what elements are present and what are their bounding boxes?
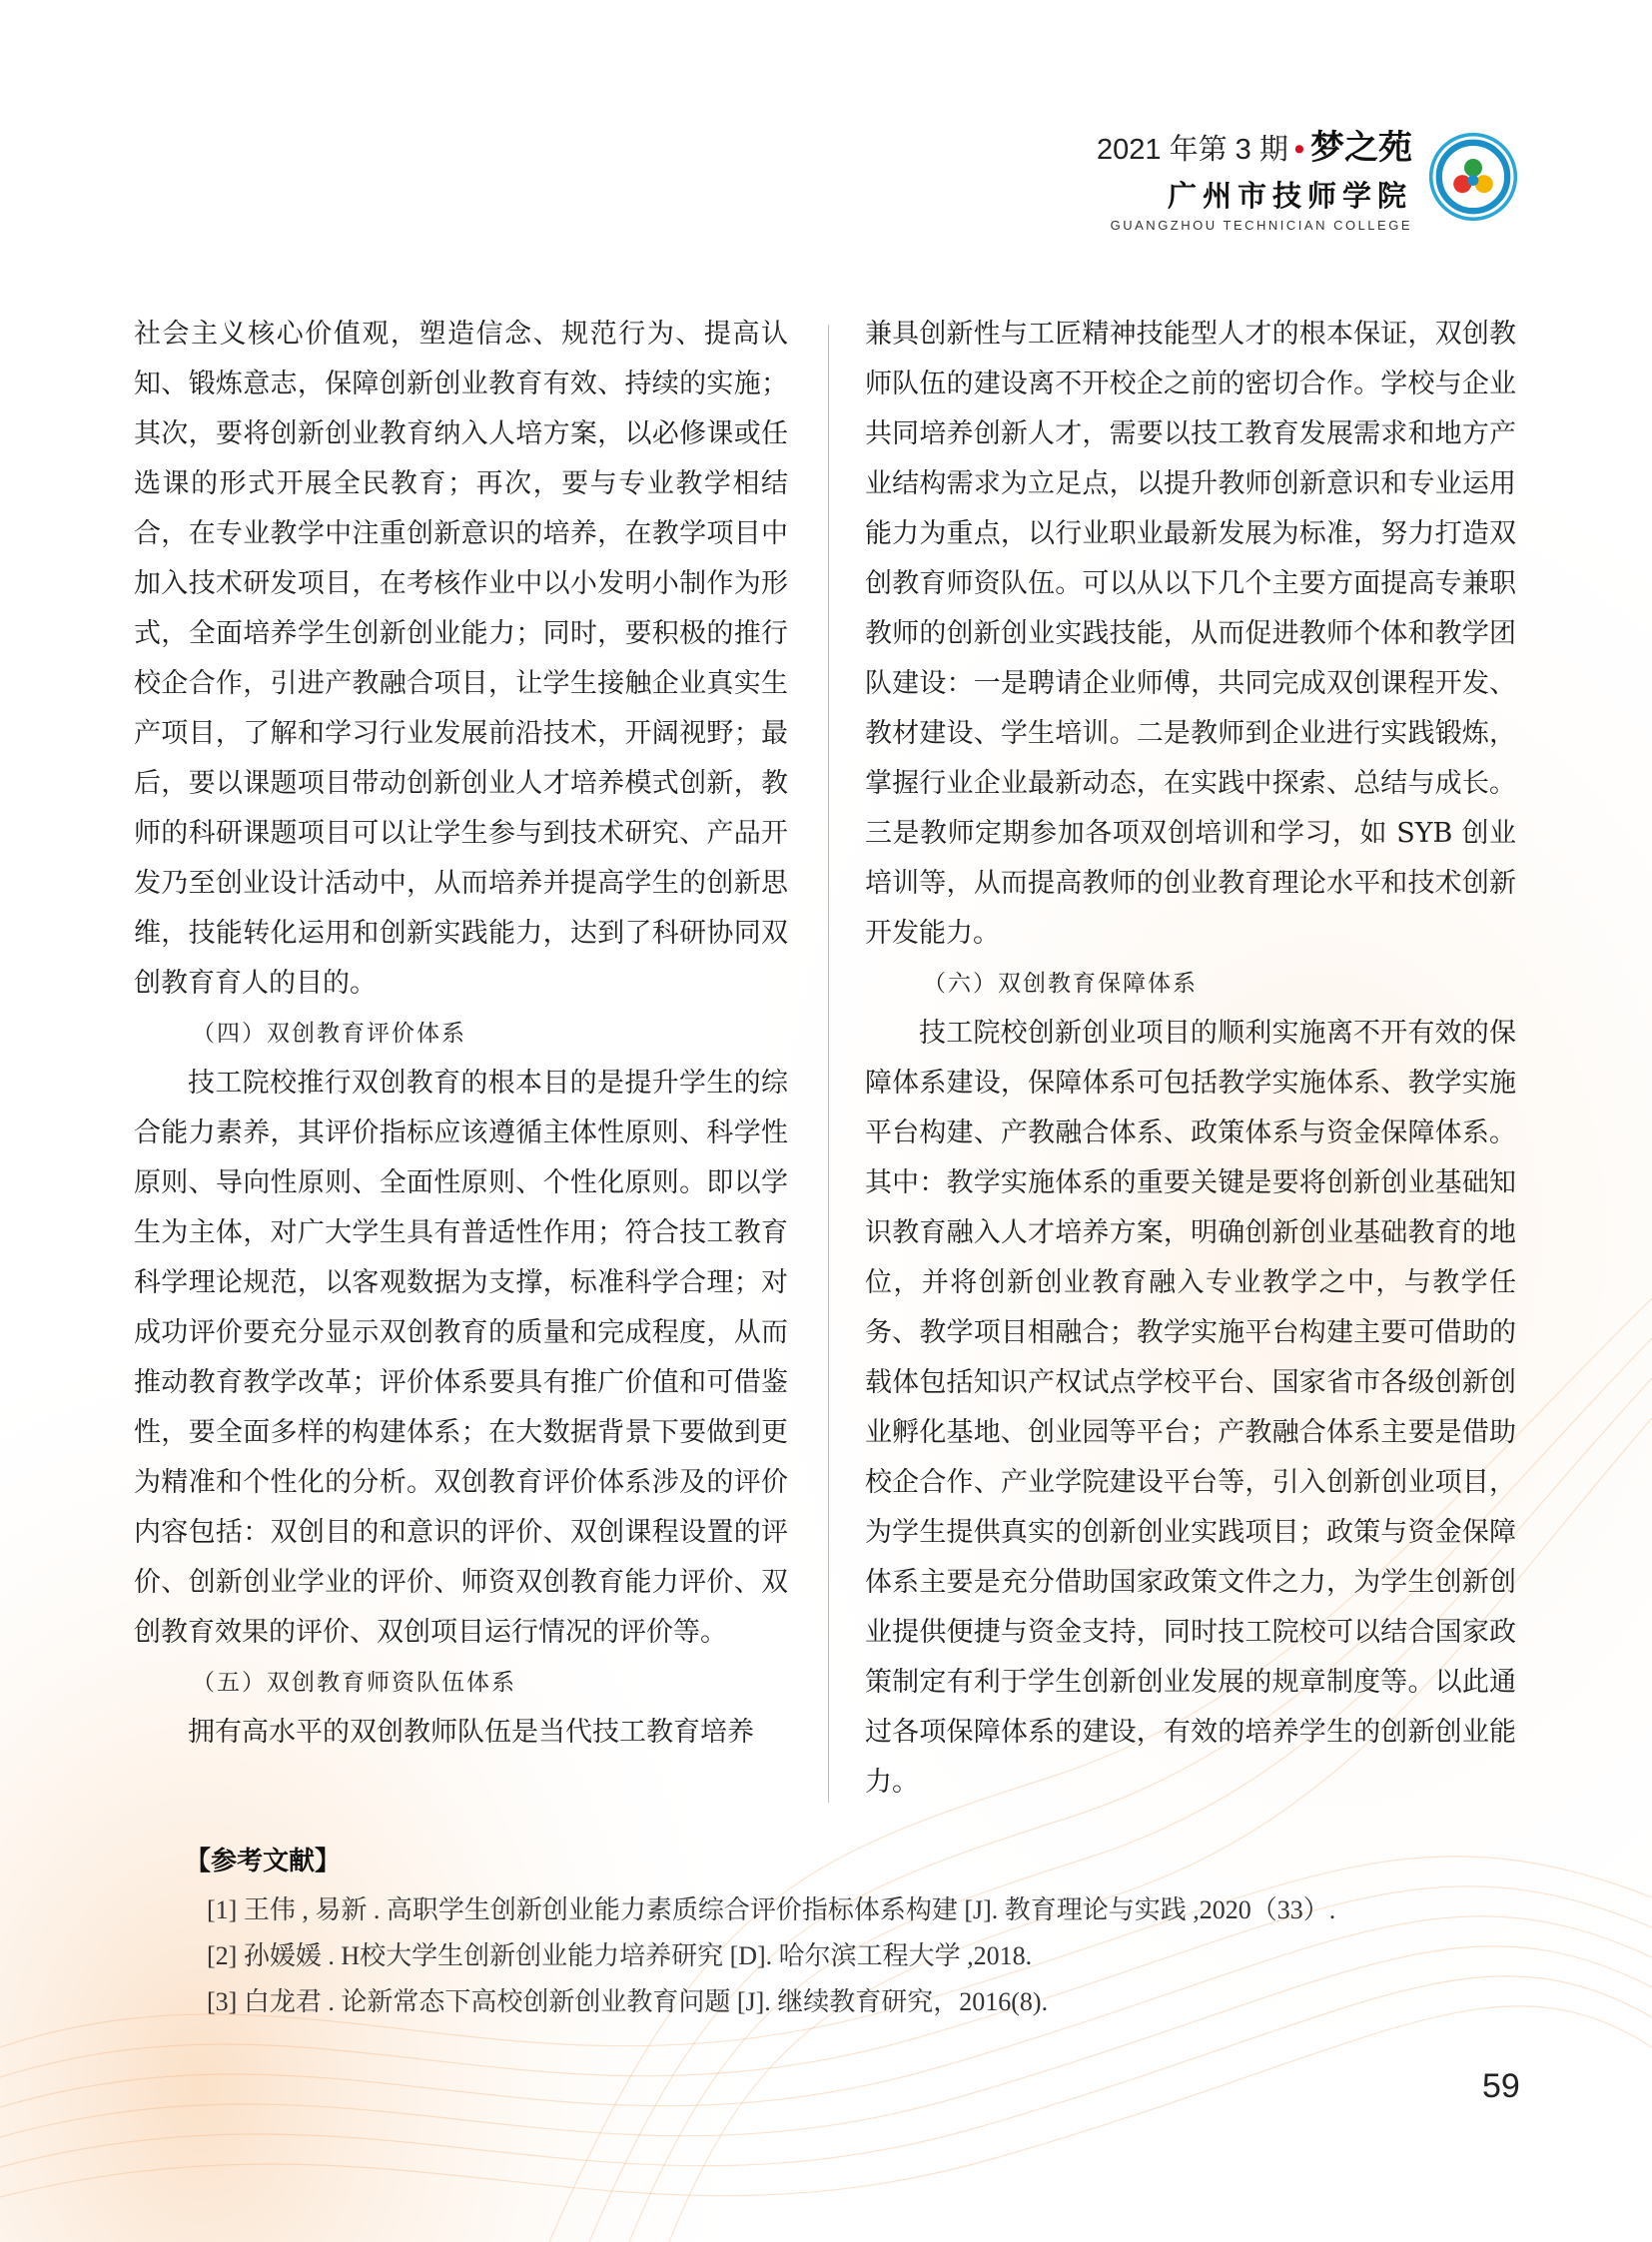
references-section	[185, 1841, 1483, 2025]
reference-item: [2] 孙媛媛 . H校大学生创新创业能力培养研究 [D]. 哈尔滨工程大学 ,2018.	[207, 1941, 1033, 1970]
left-column	[134, 310, 788, 1758]
reference-item: [1] 王伟 , 易新 . 高职学生创新创业能力素质综合评价指标体系构建 [J]. 教育理论与实践 ,2020（33）.	[207, 1895, 1336, 1924]
body-paragraph: 技工院校创新创业项目的顺利实施离不开有效的保障体系建设，保障体系可包括教学实施体系、教学实施平台构建、产教融合体系、政策体系与资金保障体系。其中：教学实施体系的重要关键是要将创新创业基础知识教育融入人才培养方案，明确创新创业基础教育的地位，并将创新创业教育融入专业教学之中，与教学任务、教学项目相融合；教学实施平台构建主要可借助的载体包括知识产权试点学校平台、国家省市各级创新创业孵化基地、创业园等平台；产教融合体系主要是借助校企合作、产业学院建设平台等，引入创新创业项目，为学生提供真实的创新创业实践项目；政策与资金保障体系主要是充分借助国家政策文件之力，为学生创新创业提供便捷与资金支持，同时技工院校可以结合国家政策制定有利于学生创新创业发展的规章制度等。以此通过各项保障体系的建设，有效的培养学生的创新创业能力。	[865, 1018, 1516, 1798]
college-name-cn: 广州市技师学院	[1167, 179, 1412, 213]
body-paragraph: 拥有高水平的双创教师队伍是当代技工教育培养	[188, 1717, 754, 1748]
section-heading-5: （五）双创教育师资队伍体系	[192, 1670, 516, 1696]
body-paragraph: 兼具创新性与工匠精神技能型人才的根本保证，双创教师队伍的建设离不开校企之前的密切合作。学校与企业共同培养创新人才，需要以技工教育发展需求和地方产业结构需求为立足点，以提升教师创新意识和专业运用能力为重点，以行业职业最新发展为标准，努力打造双创教育师资队伍。可以从以下几个主要方面提高专兼职教师的创新创业实践技能，从而促进教师个体和教学团队建设：一是聘请企业师傅，共同完成双创课程开发、教材建设、学生培训。二是教师到企业进行实践锻炼，掌握行业企业最新动态，在实践中探索、总结与成长。三是教师定期参加各项双创培训和学习，如 SYB 创业培训等，从而提高教师的创业教育理论水平和技术创新开发能力。	[865, 319, 1516, 949]
college-logo	[1428, 132, 1518, 222]
page-header	[1097, 128, 1412, 233]
references-title: 【参考文献】	[185, 1847, 342, 1876]
section-heading-6: （六）双创教育保障体系	[923, 971, 1198, 997]
magazine-title: 梦之苑	[1310, 128, 1412, 168]
page-number: 59	[1482, 2067, 1520, 2105]
issue-number: 2021 年第 3 期	[1097, 134, 1288, 166]
right-column	[865, 310, 1516, 1808]
separator-dot: •	[1293, 134, 1304, 166]
body-paragraph: 社会主义核心价值观，塑造信念、规范行为、提高认知、锻炼意志，保障创新创业教育有效、持续的实施；其次，要将创新创业教育纳入人培方案，以必修课或任选课的形式开展全民教育；再次，要与专业教学相结合，在专业教学中注重创新意识的培养，在教学项目中加入技术研发项目，在考核作业中以小发明小制作为形式，全面培养学生创新创业能力；同时，要积极的推行校企合作，引进产教融合项目，让学生接触企业真实生产项目，了解和学习行业发展前沿技术，开阔视野；最后，要以课题项目带动创新创业人才培养模式创新，教师的科研课题项目可以让学生参与到技术研究、产品开发乃至创业设计活动中，从而培养并提高学生的创新思维，技能转化运用和创新实践能力，达到了科研协同双创教育育人的目的。	[134, 319, 788, 999]
column-divider	[828, 325, 829, 1803]
reference-item: [3] 白龙君 . 论新常态下高校创新创业教育问题 [J]. 继续教育研究，2016(8).	[207, 1987, 1049, 2016]
section-heading-4: （四）双创教育评价体系	[192, 1021, 466, 1047]
body-paragraph: 技工院校推行双创教育的根本目的是提升学生的综合能力素养，其评价指标应该遵循主体性原则、科学性原则、导向性原则、全面性原则、个性化原则。即以学生为主体，对广大学生具有普适性作用；符合技工教育科学理论规范，以客观数据为支撑，标准科学合理；对成功评价要充分显示双创教育的质量和完成程度，从而推动教育教学改革；评价体系要具有推广价值和可借鉴性，要全面多样的构建体系；在大数据背景下要做到更为精准和个性化的分析。双创教育评价体系涉及的评价内容包括：双创目的和意识的评价、双创课程设置的评价、创新创业学业的评价、师资双创教育能力评价、双创教育效果的评价、双创项目运行情况的评价等。	[134, 1068, 788, 1648]
issue-line	[1097, 128, 1412, 170]
college-name-en: GUANGZHOU TECHNICIAN COLLEGE	[1110, 218, 1412, 233]
